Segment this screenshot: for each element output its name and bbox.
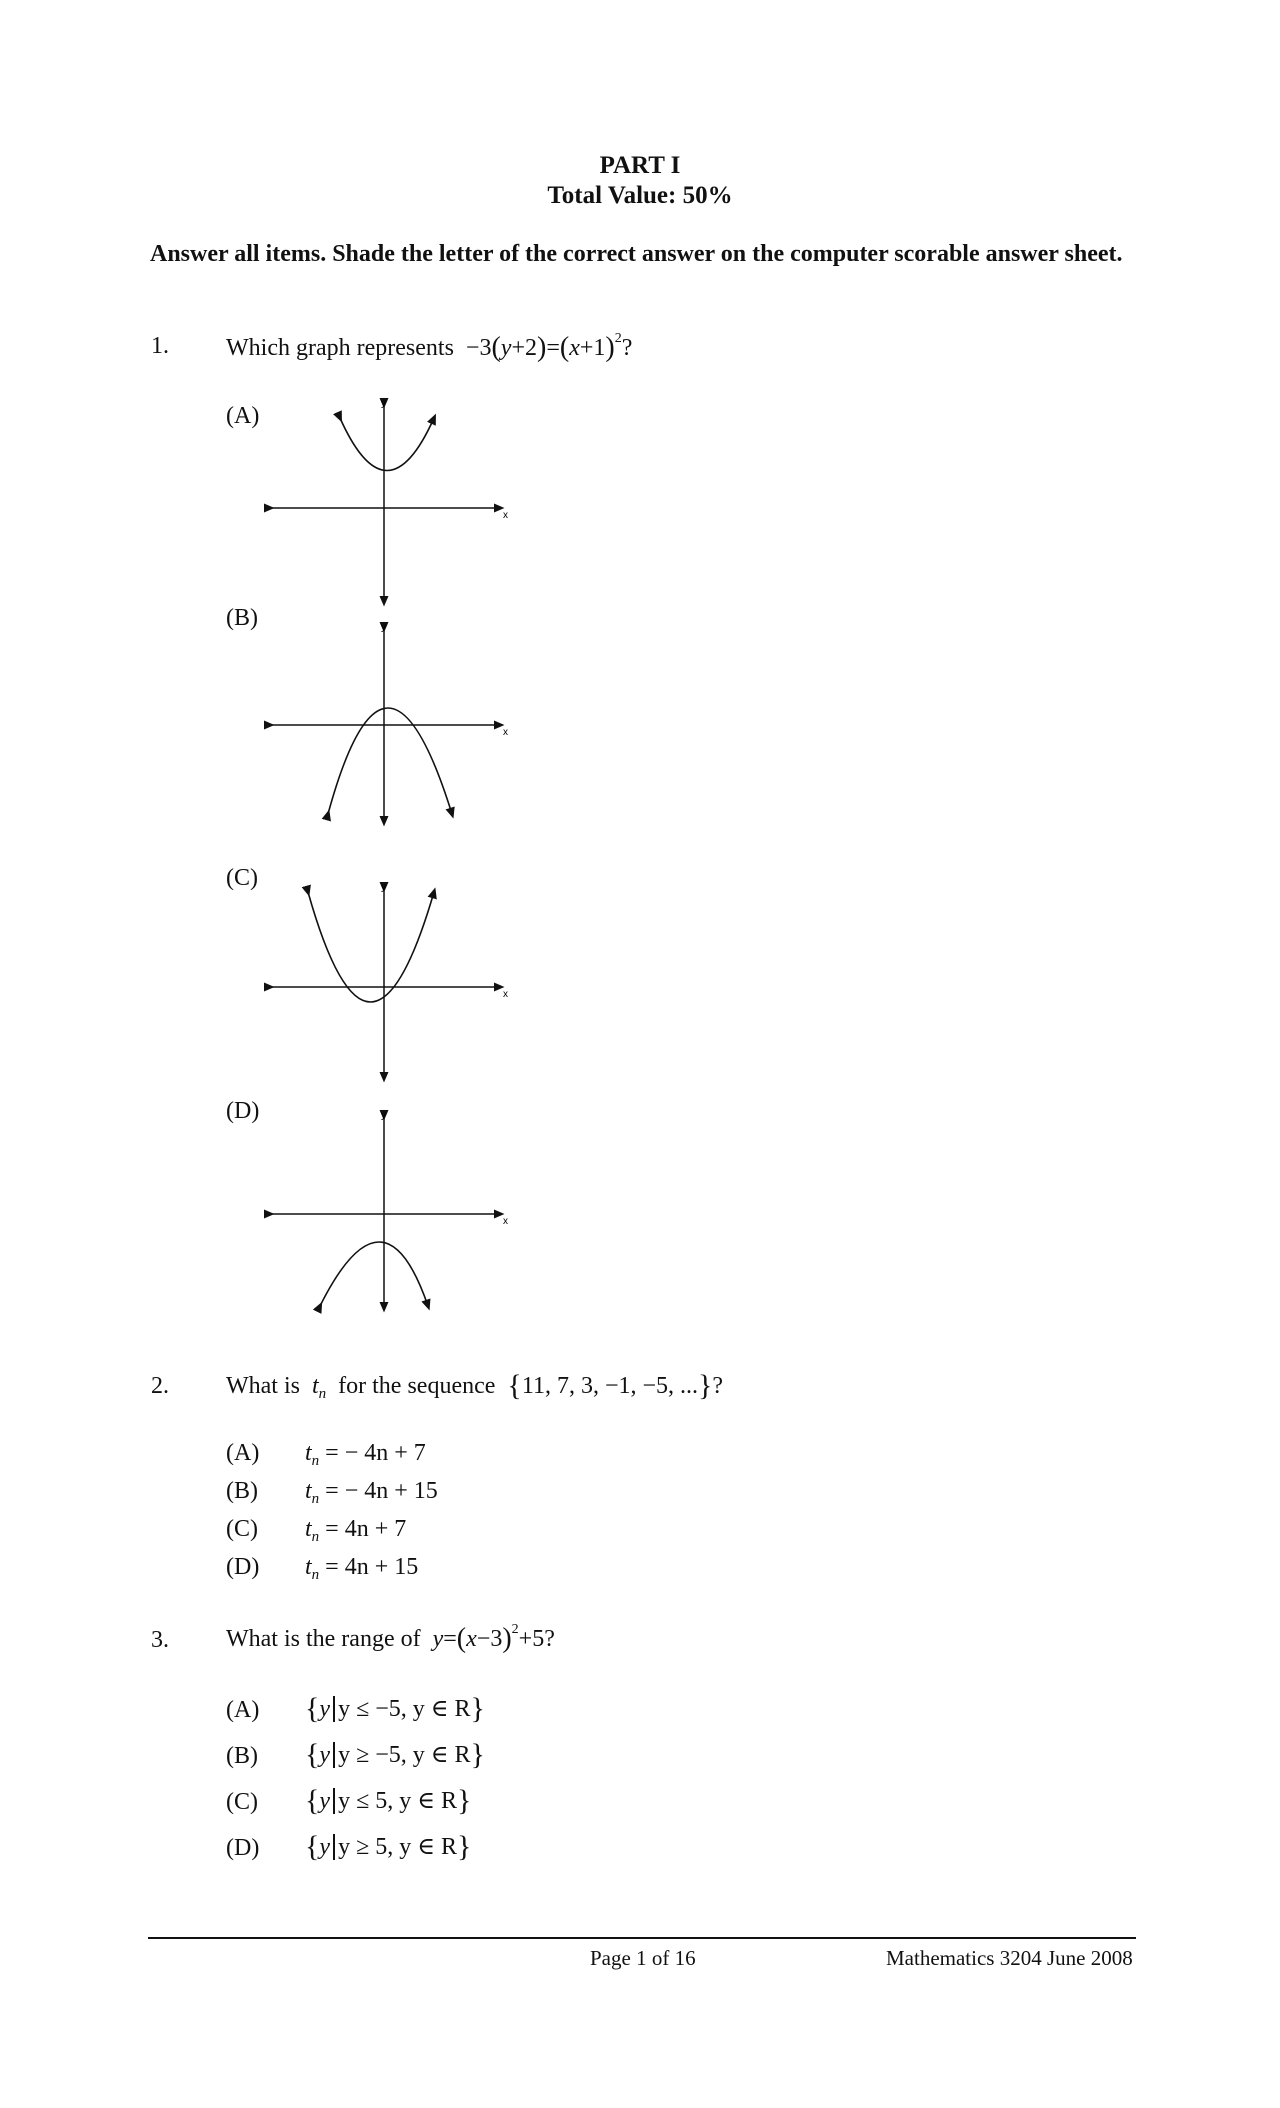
q2-option-d: $t_n = 4n + 15$ xyxy=(305,1554,419,1583)
q3-option-c-condition: y ≤ 5, y ∈ R xyxy=(338,1788,458,1814)
parabola xyxy=(328,708,452,814)
y-axis-label: y xyxy=(381,622,386,633)
q2-option-d-rhs: = 4n + 15 xyxy=(325,1554,419,1580)
x-axis-label: x xyxy=(503,510,508,521)
x-axis-label: x xyxy=(503,727,508,738)
parabola xyxy=(320,1242,428,1306)
q3-option-b: {y y ≥ −5, y ∈ R} xyxy=(305,1738,485,1771)
q1-option-d-letter: (D) xyxy=(226,1098,260,1124)
q3-option-b-letter: (B) xyxy=(226,1743,258,1769)
q1-option-c-letter: (C) xyxy=(226,865,258,891)
q2-option-d-letter: (D) xyxy=(226,1554,260,1580)
parabola xyxy=(308,892,434,1002)
parabola xyxy=(340,418,434,471)
question-2-mid: for the sequence xyxy=(338,1373,496,1399)
q2-option-a: $t_n$ = − 4n + 7 xyxy=(305,1440,426,1469)
q3-option-a: {y y ≤ −5, y ∈ R} xyxy=(305,1692,485,1725)
q1-graph-b xyxy=(260,622,510,832)
question-3-prompt: What is the range of xyxy=(226,1626,421,1652)
q3-option-a-letter: (A) xyxy=(226,1697,260,1723)
q3-option-d-condition: y ≥ 5, y ∈ R xyxy=(338,1834,458,1860)
q3-option-d-letter: (D) xyxy=(226,1835,260,1861)
x-axis-label: x xyxy=(503,1216,508,1227)
total-value: Total Value: 50% xyxy=(547,182,733,209)
footer-rule xyxy=(148,1937,1136,1939)
x-axis-label: x xyxy=(503,989,508,1000)
question-3-text xyxy=(226,1622,555,1655)
y-axis-label: y xyxy=(381,398,386,409)
q2-option-b-letter: (B) xyxy=(226,1478,258,1504)
question-2-prefix: What is xyxy=(226,1373,300,1399)
sequence-values: 11, 7, 3, −1, −5, ... xyxy=(521,1373,699,1399)
question-1-equation: $-3(y+2)=(x+1)^2$? xyxy=(459,331,633,363)
question-3-equation: $y=(x-3)^2+5$? xyxy=(432,1622,555,1654)
q1-graph-c xyxy=(260,882,510,1082)
q1-option-a-letter: (A) xyxy=(226,403,260,429)
question-2-text xyxy=(226,1369,723,1403)
q2-option-a-rhs: = − 4n + 7 xyxy=(325,1440,426,1466)
y-axis-label: y xyxy=(381,882,386,893)
question-1-text xyxy=(226,331,632,364)
question-1-number: 1. xyxy=(151,333,169,359)
footer-page-number: Page 1 of 16 xyxy=(590,1946,696,1970)
instructions: Answer all items. Shade the letter of the correct answer on the computer scorable answer sheet. xyxy=(150,241,1123,267)
footer-course: Mathematics 3204 June 2008 xyxy=(886,1946,1133,1970)
q1-graph-a xyxy=(260,398,510,608)
question-3-number: 3. xyxy=(151,1627,169,1653)
question-2-term: $t_n$ xyxy=(311,1373,327,1402)
question-1-prompt: Which graph represents xyxy=(226,335,454,361)
y-axis-label: y xyxy=(381,1110,386,1121)
q2-option-b: $t_n$ = − 4n + 15 xyxy=(305,1478,438,1507)
q2-option-c-rhs: = 4n + 7 xyxy=(325,1516,407,1542)
q1-option-b-letter: (B) xyxy=(226,605,258,631)
question-2-number: 2. xyxy=(151,1373,169,1399)
q1-graph-d xyxy=(260,1110,510,1315)
q3-option-d: {y y ≥ 5, y ∈ R} xyxy=(305,1830,472,1863)
part-title: PART I xyxy=(599,152,681,179)
q3-option-c: {y y ≤ 5, y ∈ R} xyxy=(305,1784,472,1817)
q2-option-c: $t_n = 4n + 7$ xyxy=(305,1516,407,1545)
question-2-sequence: {11, 7, 3, −1, −5, ...}? xyxy=(507,1369,724,1402)
q3-option-a-condition: y ≤ −5, y ∈ R xyxy=(338,1696,471,1722)
q2-option-a-letter: (A) xyxy=(226,1440,260,1466)
q2-option-c-letter: (C) xyxy=(226,1516,258,1542)
q3-option-b-condition: y ≥ −5, y ∈ R xyxy=(338,1742,471,1768)
q2-option-b-rhs: = − 4n + 15 xyxy=(325,1478,438,1504)
q3-option-c-letter: (C) xyxy=(226,1789,258,1815)
